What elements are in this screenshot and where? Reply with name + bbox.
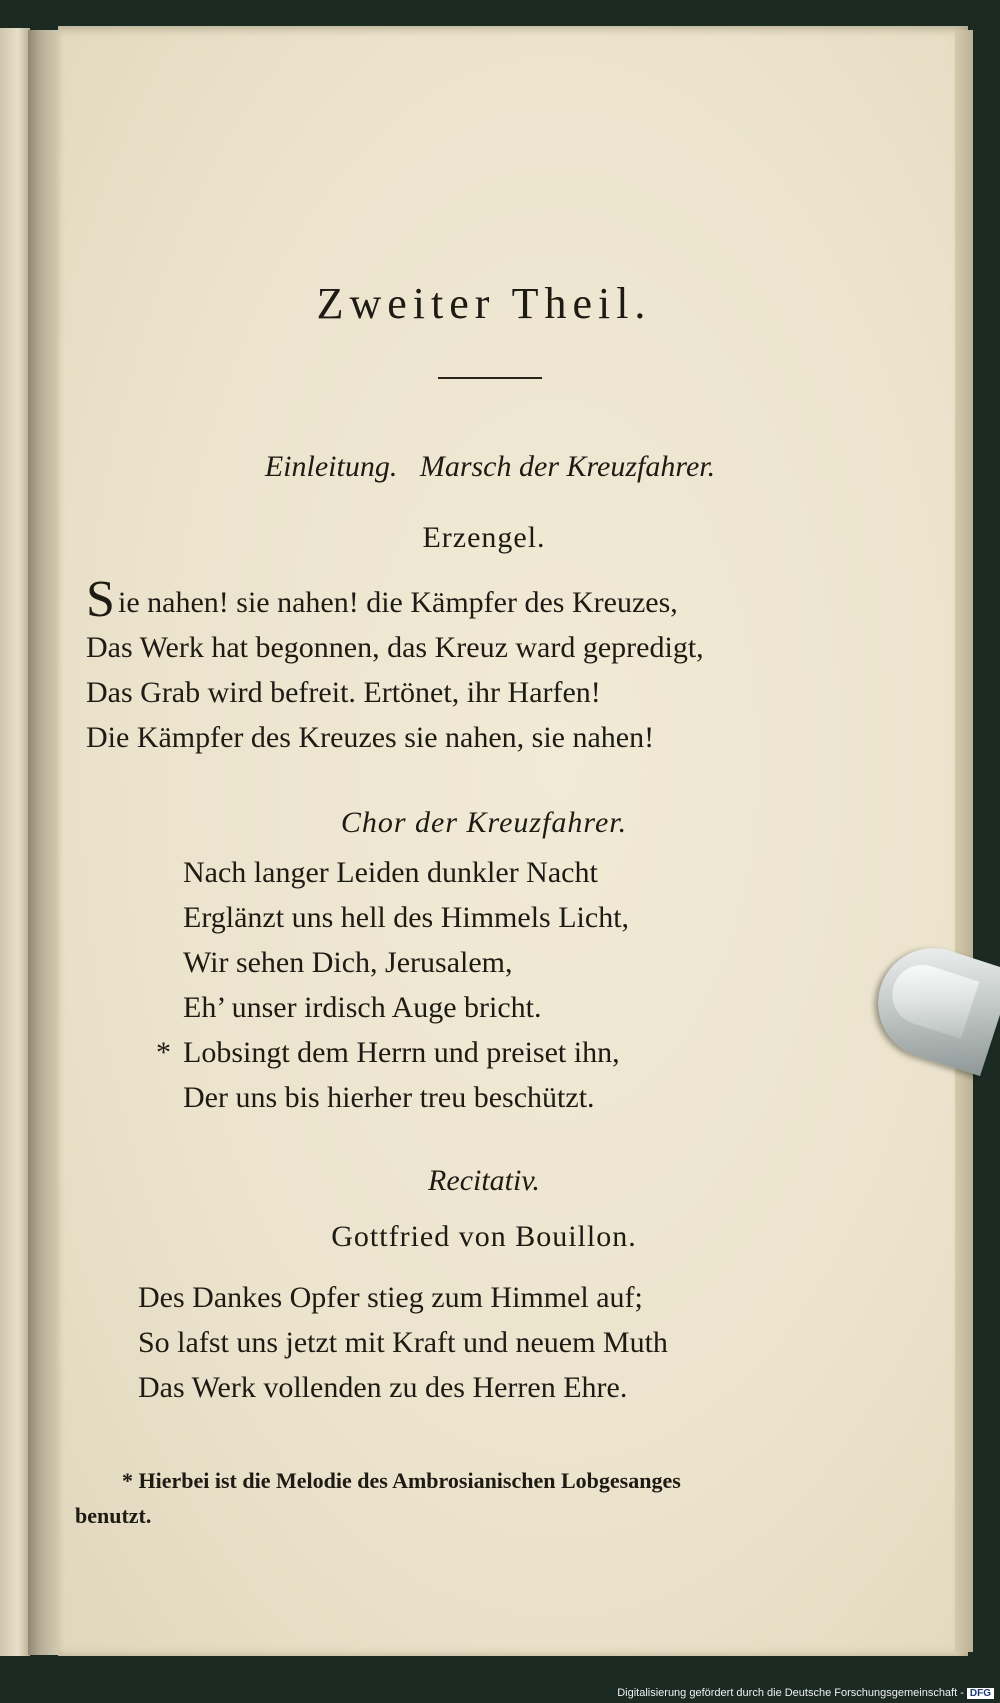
dfg-logo: DFG (967, 1688, 994, 1699)
speaker-chor: Chor der Kreuzfahrer. (340, 806, 628, 839)
page-fore-edge (955, 30, 973, 1652)
book-page (58, 26, 968, 1656)
verse-line: Erglänzt uns hell des Himmels Licht, (183, 901, 630, 934)
drop-cap: S (86, 571, 115, 628)
verse-line: Wir sehen Dich, Jerusalem, (183, 946, 513, 979)
footnote-text: * Hierbei ist die Melodie des Ambrosianischen Lobgesanges (122, 1468, 681, 1493)
verse-line: Das Grab wird befreit. Ertönet, ihr Harfen! (86, 676, 601, 709)
verse-line: ie nahen! sie nahen! die Kämpfer des Kreuzes, (118, 586, 678, 619)
verse-line: Eh’ unser irdisch Auge bricht. (183, 991, 542, 1024)
intro-label: Einleitung. (264, 450, 398, 483)
verse-line: Die Kämpfer des Kreuzes sie nahen, sie nahen! (86, 721, 655, 754)
footnote-text-continued: benutzt. (75, 1503, 152, 1528)
previous-page-edge (0, 28, 30, 1656)
verse-line: Das Werk vollenden zu des Herren Ehre. (138, 1371, 628, 1404)
intro-heading (200, 452, 780, 482)
verse-line: Des Dankes Opfer stieg zum Himmel auf; (138, 1281, 643, 1314)
book-gutter (28, 30, 62, 1655)
verse-line: Lobsingt dem Herrn und preiset ihn, (183, 1036, 620, 1069)
verse-line: So lafst uns jetzt mit Kraft und neuem Muth (138, 1326, 668, 1359)
verse-line: Der uns bis hierher treu beschützt. (183, 1081, 595, 1114)
verse-line: Nach langer Leiden dunkler Nacht (183, 856, 598, 889)
speaker-erzengel: Erzengel. (422, 521, 546, 554)
title-divider (438, 377, 542, 379)
intro-title: Marsch der Kreuzfahrer. (419, 450, 716, 483)
speaker-gottfried: Gottfried von Bouillon. (331, 1220, 637, 1253)
verse-line: Das Werk hat begonnen, das Kreuz ward gepredigt, (86, 631, 704, 664)
section-title: Zweiter Theil. (316, 279, 652, 328)
credit-text: Digitalisierung gefördert durch die Deutsche Forschungsgemeinschaft - (617, 1687, 964, 1699)
footnote-marker: * (156, 1036, 171, 1069)
digitization-credit (617, 1687, 994, 1699)
recitativ-label: Recitativ. (428, 1164, 540, 1197)
